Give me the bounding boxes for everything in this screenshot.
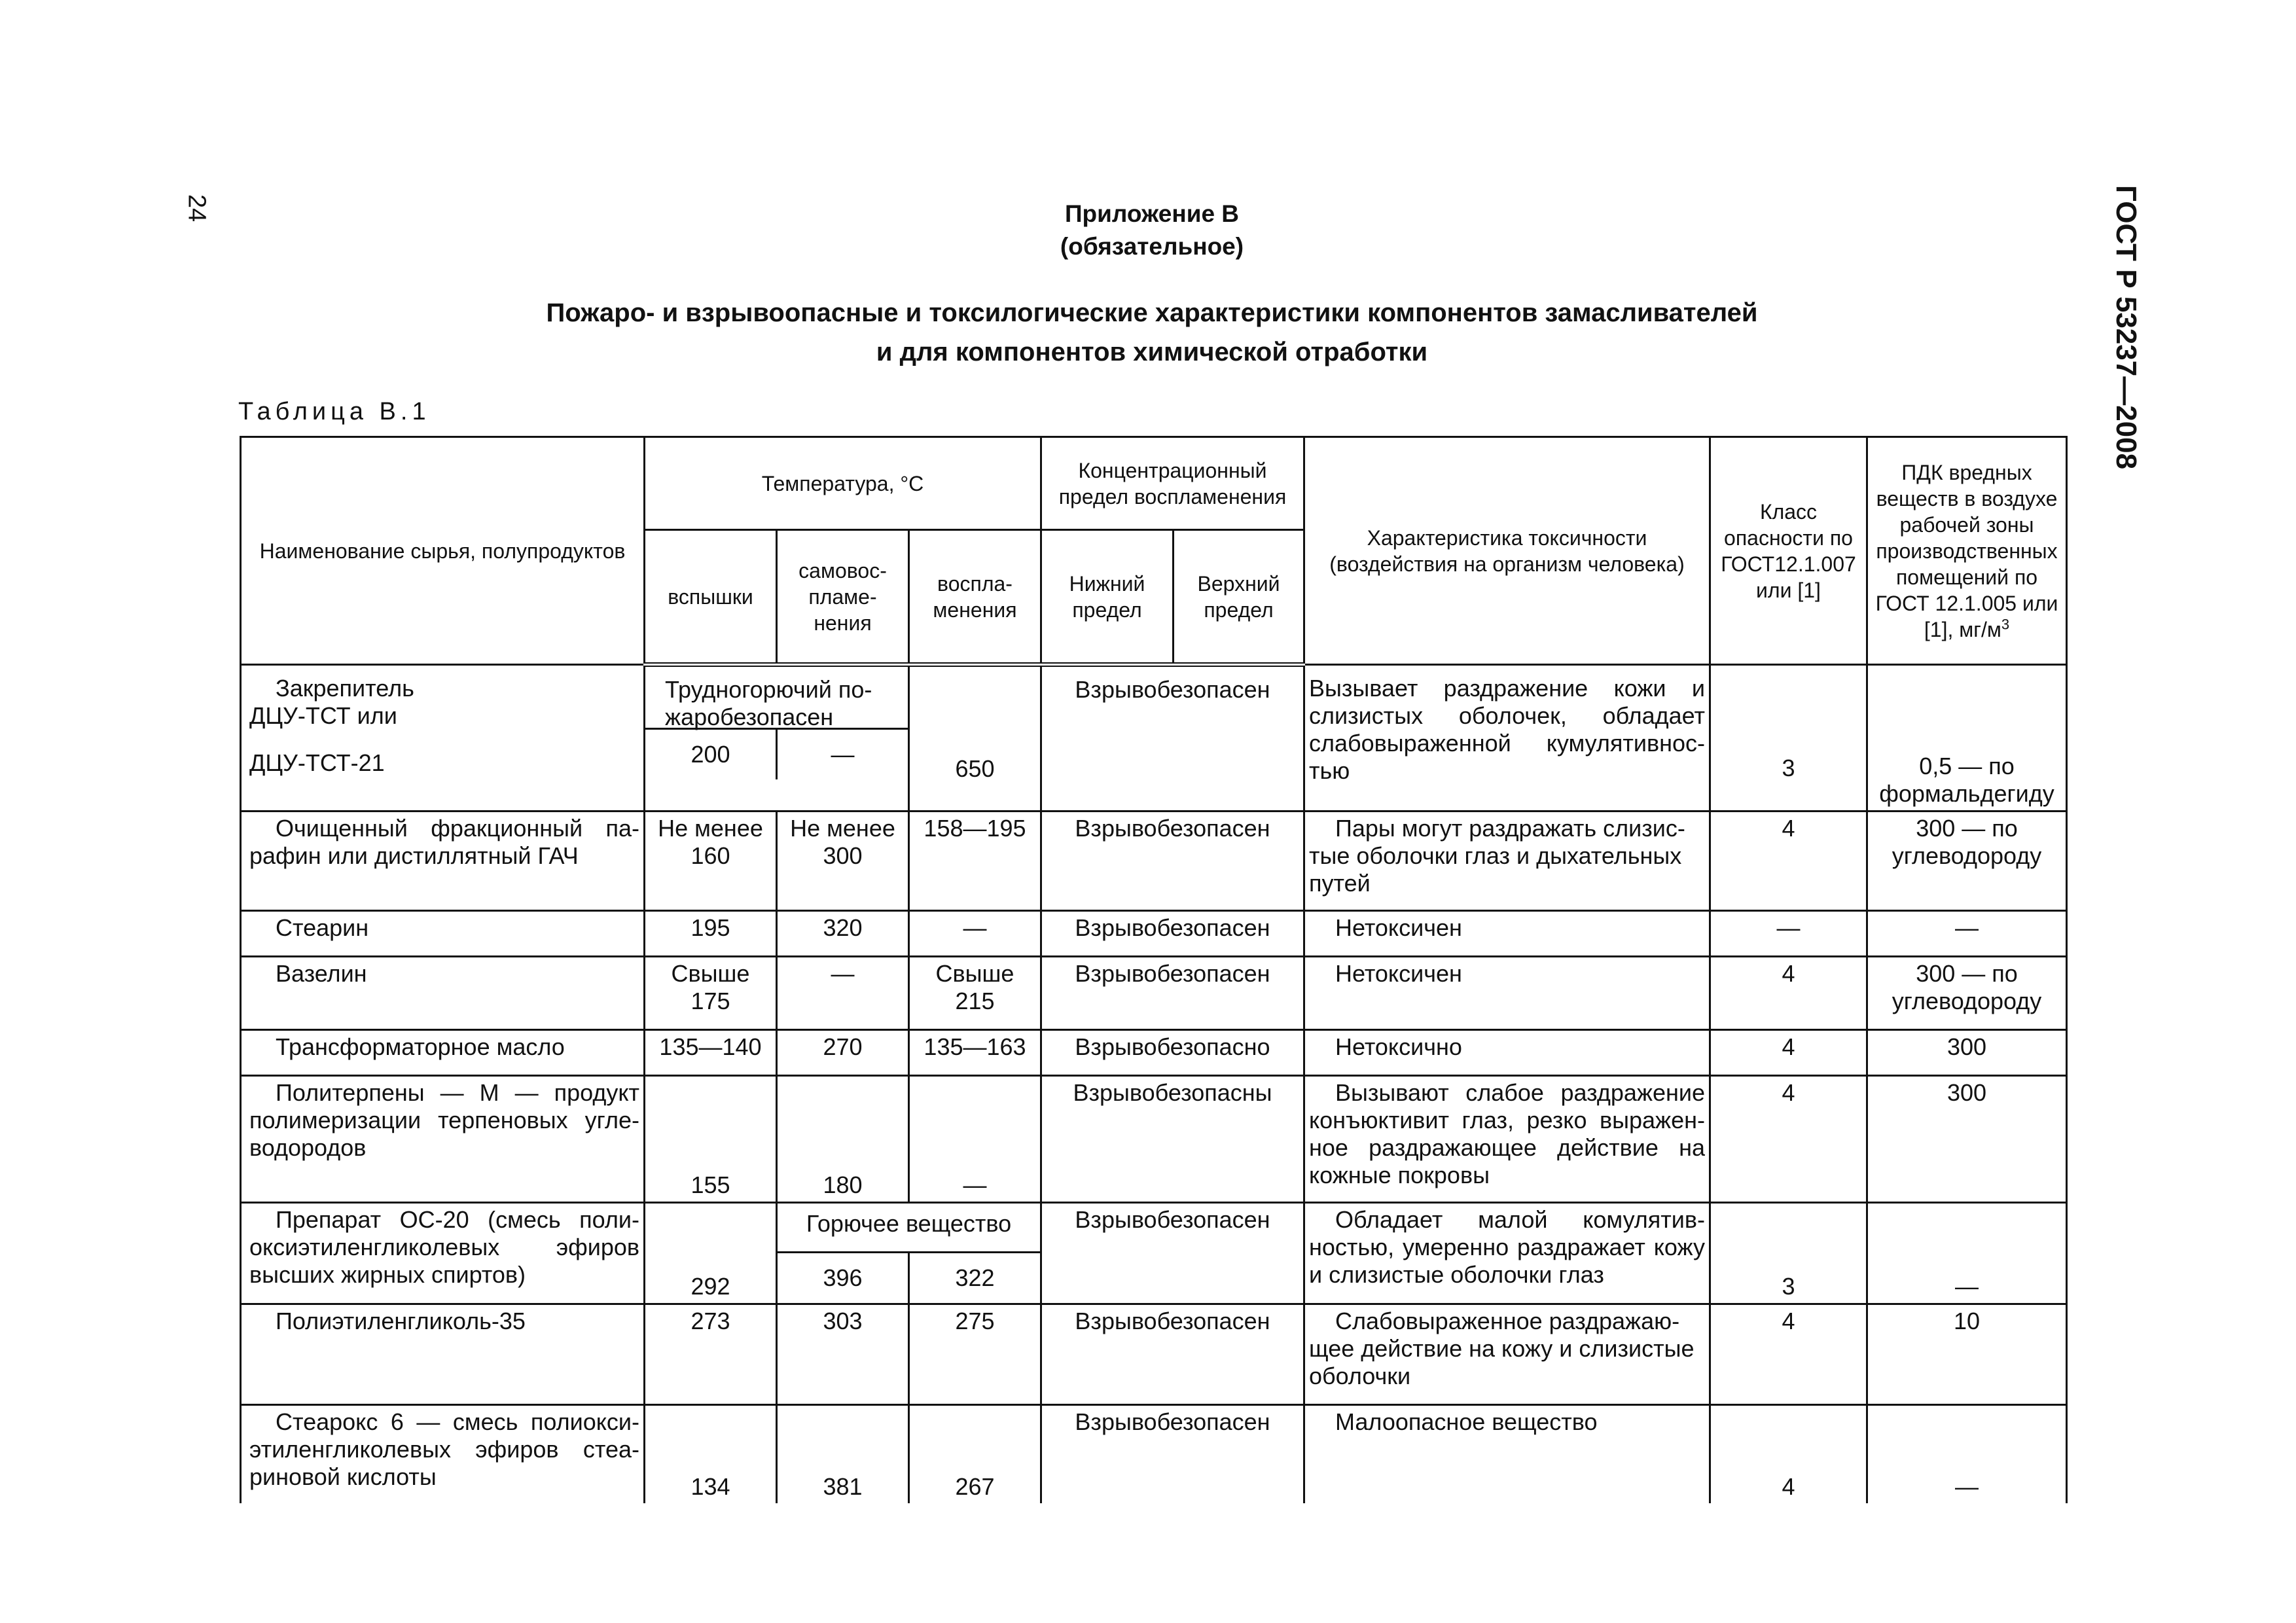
page-title-line-2: и для компонентов химической отработки <box>876 338 1428 366</box>
cell-name <box>241 665 645 812</box>
cell-hazard-class: 3 <box>1710 1203 1867 1304</box>
cell-merged-note: Трудногорючий по-жаробезопасен <box>645 667 908 730</box>
cell-name: Стеарокс 6 — смесь полиокси-этиленгликолевых эфиров стеа-риновой кислоты <box>241 1405 645 1503</box>
table-row <box>241 1304 2067 1405</box>
cell-hazard-class: 4 <box>1710 1405 1867 1503</box>
cell-toxicity: Обладает малой комулятив-ностью, умеренно раздражает кожу и слизистые оболочки глаз <box>1304 1203 1710 1304</box>
cell-concentration: Взрывобезопасен <box>1041 812 1304 911</box>
cell-autoignition: — <box>777 957 909 1030</box>
cell-ignition: 135—163 <box>909 1030 1041 1076</box>
cell-mac: 300 — по углеводороду <box>1867 957 2067 1030</box>
cell-name-line: ДЦУ-ТСТ-21 <box>249 749 385 776</box>
table-row <box>241 1405 2067 1503</box>
header-mac-superscript: 3 <box>2001 615 2010 632</box>
cell-ignition: — <box>909 1076 1041 1203</box>
page-number: 24 <box>183 194 211 223</box>
cell-name: Стеарин <box>241 911 645 957</box>
cell-hazard-class: 4 <box>1710 1304 1867 1405</box>
cell-autoignition: 270 <box>777 1030 909 1076</box>
cell-ignition: — <box>909 911 1041 957</box>
cell-merged-temperature <box>777 1203 1041 1304</box>
table-row <box>241 1203 2067 1304</box>
cell-mac: 300 <box>1867 1030 2067 1076</box>
table-row <box>241 1076 2067 1203</box>
cell-name-line: Закрепитель <box>276 675 414 702</box>
table-row <box>241 957 2067 1030</box>
header-ignition: воспла-менения <box>909 530 1041 665</box>
annex-label: Приложение В <box>1064 200 1240 227</box>
header-hazard-class: Класс опасности по ГОСТ12.1.007 или [1] <box>1710 437 1867 665</box>
header-lower-limit: Нижний предел <box>1041 530 1174 665</box>
cell-hazard-class: 4 <box>1710 1030 1867 1076</box>
cell-hazard-class: 4 <box>1710 812 1867 911</box>
cell-ignition: 267 <box>909 1405 1041 1503</box>
table-row <box>241 1030 2067 1076</box>
header-upper-limit: Верхний предел <box>1174 530 1304 665</box>
cell-mac: 10 <box>1867 1304 2067 1405</box>
cell-autoignition: — <box>776 730 908 779</box>
cell-ignition: 322 <box>908 1253 1040 1303</box>
cell-flash: 155 <box>645 1076 777 1203</box>
annex-heading <box>870 198 1433 263</box>
table-row <box>241 911 2067 957</box>
cell-autoignition: 381 <box>777 1405 909 1503</box>
cell-concentration: Взрывобезопасен <box>1041 1304 1304 1405</box>
cell-name: Трансформаторное масло <box>241 1030 645 1076</box>
table-caption: Таблица В.1 <box>238 398 431 425</box>
cell-ignition: 275 <box>909 1304 1041 1405</box>
document-code: ГОСТ Р 53237—2008 <box>2110 185 2142 470</box>
cell-concentration: Взрывобезопасен <box>1041 911 1304 957</box>
cell-hazard-class: 4 <box>1710 1076 1867 1203</box>
cell-name: Полиэтиленгликоль-35 <box>241 1304 645 1405</box>
cell-concentration: Взрывобезопасен <box>1041 665 1304 812</box>
cell-flash: 134 <box>645 1405 777 1503</box>
annex-status: (обязательное) <box>1060 233 1244 260</box>
cell-autoignition: 320 <box>777 911 909 957</box>
cell-ignition: Свыше 215 <box>909 957 1041 1030</box>
cell-autoignition: 303 <box>777 1304 909 1405</box>
cell-autoignition: Не менее 300 <box>777 812 909 911</box>
properties-table <box>240 436 2068 1503</box>
cell-concentration: Взрывобезопасен <box>1041 1405 1304 1503</box>
cell-name: Препарат ОС-20 (смесь поли-оксиэтиленгликолевых эфиров высших жирных спиртов) <box>241 1203 645 1304</box>
cell-mac: 0,5 — по формальдегиду <box>1867 665 2067 812</box>
header-autoignition: самовос-пламе-нения <box>777 530 909 665</box>
cell-ignition: 650 <box>909 665 1041 812</box>
cell-toxicity: Пары могут раздражать слизис-тые оболочки глаз и дыхательных путей <box>1304 812 1710 911</box>
cell-flash: 273 <box>645 1304 777 1405</box>
cell-flash: 195 <box>645 911 777 957</box>
cell-name: Очищенный фракционный па-рафин или дистиллятный ГАЧ <box>241 812 645 911</box>
cell-hazard-class: 4 <box>1710 957 1867 1030</box>
cell-mac: — <box>1867 1405 2067 1503</box>
table-row <box>241 665 2067 812</box>
page-title <box>380 293 1924 372</box>
cell-mac: — <box>1867 1203 2067 1304</box>
page-title-line-1: Пожаро- и взрывоопасные и токсилогические характеристики компонентов замасливателей <box>546 298 1758 327</box>
cell-flash: 135—140 <box>645 1030 777 1076</box>
cell-concentration: Взрывобезопасен <box>1041 957 1304 1030</box>
header-concentration-limit: Концентрационный предел воспламенения <box>1041 437 1304 530</box>
cell-toxicity: Слабовыраженное раздражаю-щее действие на кожу и слизистые оболочки <box>1304 1304 1710 1405</box>
cell-merged-temperature <box>645 665 909 812</box>
cell-toxicity: Вызывают слабое раздражение конъюктивит глаз, резко выражен-ное раздражающее действие на кожные покровы <box>1304 1076 1710 1203</box>
cell-merged-note: Горючее вещество <box>778 1204 1040 1253</box>
cell-flash: Не менее 160 <box>645 812 777 911</box>
cell-ignition: 158—195 <box>909 812 1041 911</box>
cell-flash: 200 <box>691 741 730 768</box>
cell-toxicity: Нетоксичен <box>1304 957 1710 1030</box>
cell-toxicity: Малоопасное вещество <box>1304 1405 1710 1503</box>
cell-name-line: ДЦУ-ТСТ или <box>249 702 397 729</box>
cell-mac: — <box>1867 911 2067 957</box>
cell-concentration: Взрывобезопасны <box>1041 1076 1304 1203</box>
header-mac-text: ПДК вредных веществ в воздухе рабочей зоны производственных помещений по ГОСТ 12.1.005 или [1], мг/м <box>1875 460 2058 641</box>
header-flash: вспышки <box>645 530 777 665</box>
header-toxicity: Характеристика токсичности (воздействия на организм человека) <box>1304 437 1710 665</box>
table-row <box>241 812 2067 911</box>
cell-autoignition: 396 <box>823 1264 863 1291</box>
cell-hazard-class: 3 <box>1710 665 1867 812</box>
header-name: Наименование сырья, полупродуктов <box>241 437 645 665</box>
cell-name: Вазелин <box>241 957 645 1030</box>
cell-concentration: Взрывобезопасен <box>1041 1203 1304 1304</box>
cell-toxicity: Нетоксичен <box>1304 911 1710 957</box>
cell-toxicity: Вызывает раздражение кожи и слизистых оболочек, обладает слабовыраженной кумулятивнос-тью <box>1304 665 1710 812</box>
header-mac <box>1867 437 2067 665</box>
header-temperature: Температура, °С <box>645 437 1041 530</box>
cell-mac: 300 <box>1867 1076 2067 1203</box>
cell-hazard-class: — <box>1710 911 1867 957</box>
cell-name: Политерпены — М — продукт полимеризации терпеновых угле-водородов <box>241 1076 645 1203</box>
cell-mac: 300 — по углеводороду <box>1867 812 2067 911</box>
cell-concentration: Взрывобезопасно <box>1041 1030 1304 1076</box>
cell-autoignition: 180 <box>777 1076 909 1203</box>
cell-toxicity: Нетоксично <box>1304 1030 1710 1076</box>
cell-flash: 292 <box>645 1203 777 1304</box>
cell-flash: Свыше 175 <box>645 957 777 1030</box>
